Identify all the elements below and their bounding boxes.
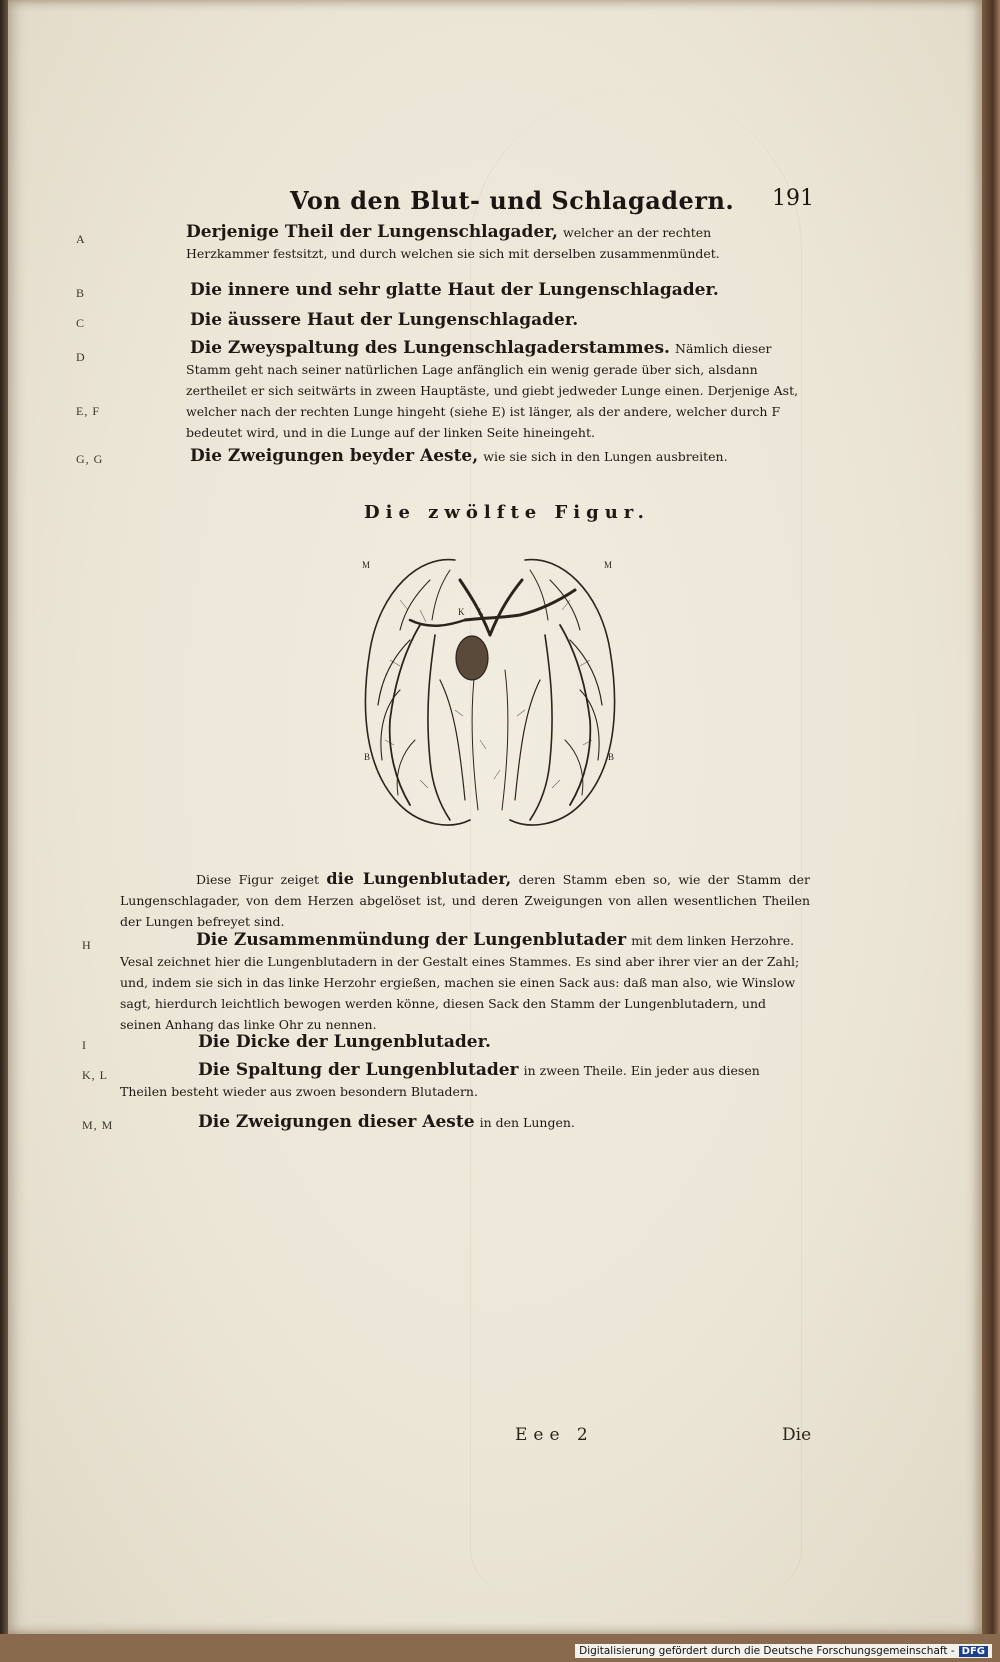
- entry-d-head: Die Zweyspaltung des Lungenschlagaderstammes.: [190, 338, 670, 358]
- entry-kl: [120, 1060, 810, 1102]
- caption-bold: die Lungenblutader,: [326, 869, 512, 888]
- entry-c-head: Die äussere Haut der Lungenschlagader.: [190, 310, 579, 330]
- entry-mm: [198, 1112, 798, 1133]
- entry-label-b: B: [76, 286, 86, 300]
- entry-kl-text: in zween Theile. Ein jeder aus diesen Theilen besteht wieder aus zwoen besondern Blutadern.: [120, 1063, 760, 1099]
- figure-mark-b-right: B: [608, 752, 615, 762]
- entry-d-text: Nämlich dieser Stamm geht nach seiner natürlichen Lage anfänglich ein wenig gerade über sich, alsdann zertheilet er sich seitwärts in zween Hauptäste, und giebt jedweder Lunge einen. Derjenige Ast, welcher nach der rechten Lunge hingeht (siehe E) ist länger, als der andere, welcher durch F bedeutet wird, und in die Lunge auf der linken Seite hineingeht.: [186, 341, 799, 440]
- running-head: Von den Blut- und Schlagadern.: [290, 186, 735, 215]
- book-page-edges: [982, 0, 1000, 1662]
- entry-label-i: I: [82, 1038, 87, 1052]
- entry-i: [198, 1032, 798, 1052]
- entry-gg-text: wie sie sich in den Lungen ausbreiten.: [483, 449, 728, 464]
- entry-c: [190, 310, 790, 330]
- figure-mark-k: K: [458, 607, 465, 617]
- entry-label-ef: E, F: [76, 404, 101, 418]
- caption-rest: deren Stamm eben so, wie der Stamm der Lungenschlagader, von dem Herzen abgelöset ist, und deren Zweigungen von allen wesentlichen Theilen der Lungen befreyet sind.: [120, 872, 810, 929]
- entry-label-d: D: [76, 350, 86, 364]
- figure-title: Die zwölfte Figur.: [364, 502, 650, 523]
- entry-h: [120, 930, 810, 1035]
- entry-a-head: Derjenige Theil der Lungenschlagader,: [186, 222, 558, 242]
- entry-d: [186, 338, 804, 443]
- entry-label-a: A: [76, 232, 86, 246]
- entry-mm-head: Die Zweigungen dieser Aeste: [198, 1112, 475, 1132]
- entry-label-c: C: [76, 316, 86, 330]
- credit-text: Digitalisierung gefördert durch die Deutsche Forschungsgemeinschaft -: [579, 1645, 955, 1657]
- entry-h-text: mit dem linken Herzohre. Vesal zeichnet hier die Lungenblutadern in der Gestalt eines Stammes. Es sind aber ihrer vier an der Zahl; und, indem sie sich in das linke Herzohr ergießen, machen sie einen Sack aus: daß man also, wie Winslow sagt, hierdurch leichtlich bewogen werden könne, diesen Sack den Stamm der Lungenblutadern, und seinen Anhang das linke Ohr zu nennen.: [120, 933, 800, 1032]
- entry-b: [190, 280, 790, 300]
- lung-veins-illustration: [360, 540, 620, 840]
- entry-mm-text: in den Lungen.: [479, 1115, 575, 1130]
- figure-mark-l: L: [478, 607, 484, 617]
- entry-label-gg: G, G: [76, 452, 104, 466]
- entry-i-head: Die Dicke der Lungenblutader.: [198, 1032, 491, 1052]
- entry-a-text: welcher an der rechten Herzkammer festsitzt, und durch welchen sie sich mit derselben zusammenmündet.: [186, 225, 720, 261]
- page-number: 191: [772, 186, 814, 211]
- entry-gg: [190, 446, 790, 467]
- dfg-logo: DFG: [959, 1646, 988, 1657]
- entry-a: [186, 222, 786, 264]
- caption-lead: Diese Figur zeiget: [196, 872, 320, 887]
- signature-mark: Eee 2: [515, 1425, 594, 1445]
- entry-label-kl: K, L: [82, 1068, 108, 1082]
- figure-mark-b-left: B: [364, 752, 371, 762]
- entry-gg-head: Die Zweigungen beyder Aeste,: [190, 446, 479, 466]
- entry-label-mm: M, M: [82, 1118, 114, 1132]
- figure-mark-m-right: M: [604, 560, 613, 570]
- entry-h-head: Die Zusammenmündung der Lungenblutader: [196, 930, 627, 950]
- entry-kl-head: Die Spaltung der Lungenblutader: [198, 1060, 519, 1080]
- entry-label-h: H: [82, 938, 92, 952]
- figure-caption: [120, 868, 810, 932]
- catchword: Die: [782, 1425, 812, 1445]
- digitization-credit: [575, 1644, 992, 1658]
- book-spine-edge: [0, 0, 8, 1662]
- figure-mark-m-left: M: [362, 560, 371, 570]
- entry-b-head: Die innere und sehr glatte Haut der Lungenschlagader.: [190, 280, 719, 300]
